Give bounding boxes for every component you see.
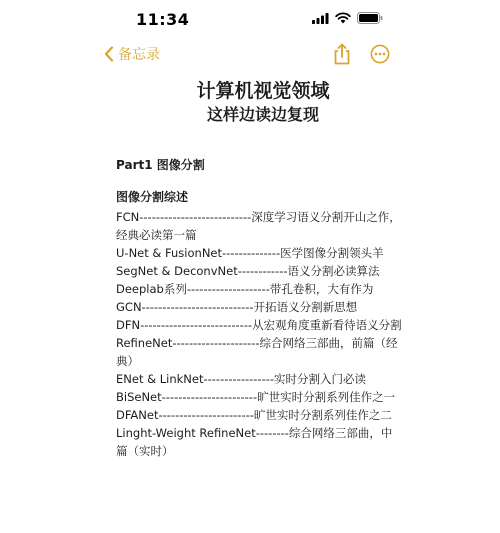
section-heading: Part1 图像分割 <box>116 158 205 172</box>
list-item: ENet & LinkNet-----------------实时分割入门必读 <box>116 372 367 386</box>
status-icons <box>312 12 383 24</box>
nav-bar <box>0 40 500 70</box>
note-title: 计算机视觉领域 <box>196 80 330 102</box>
scroll-fade <box>0 515 500 533</box>
more-button[interactable] <box>370 44 390 64</box>
list-item: U-Net & FusionNet--------------医学图像分割领头羊 <box>116 246 384 260</box>
list-item: SegNet & DeconvNet------------语义分割必读算法 <box>116 264 380 278</box>
battery-icon <box>357 12 383 24</box>
list-item: RefineNet---------------------综合网络三部曲，前篇（经典） <box>116 336 398 368</box>
list-item: DFANet-----------------------旷世实时分割系列佳作之二 <box>116 408 392 422</box>
list-item: Linght-Weight RefineNet--------综合网络三部曲，中篇（实时） <box>116 426 393 458</box>
signal-icon <box>312 13 329 24</box>
note-body[interactable] <box>116 78 402 460</box>
status-bar <box>0 0 500 42</box>
status-time: 11:34 <box>136 10 190 29</box>
subsection-heading: 图像分割综述 <box>116 190 189 204</box>
list-item: BiSeNet-----------------------旷世实时分割系列佳作之一 <box>116 390 396 404</box>
entry-list <box>116 208 402 460</box>
list-item: GCN---------------------------开拓语义分割新思想 <box>116 300 358 314</box>
chevron-left-icon <box>104 46 114 62</box>
list-item: DFN---------------------------从宏观角度重新看待语义分割 <box>116 318 402 332</box>
more-icon <box>370 44 390 64</box>
wifi-icon <box>335 12 351 24</box>
back-label: 备忘录 <box>118 47 160 63</box>
list-item: Deeplab系列--------------------带孔卷积，大有作为 <box>116 282 374 296</box>
list-item: FCN---------------------------深度学习语义分割开山之作，经典必读第一篇 <box>116 210 401 242</box>
share-button[interactable] <box>331 42 353 66</box>
share-icon <box>331 42 353 66</box>
back-button[interactable] <box>104 44 160 64</box>
note-subtitle: 这样边读边复现 <box>206 105 319 124</box>
